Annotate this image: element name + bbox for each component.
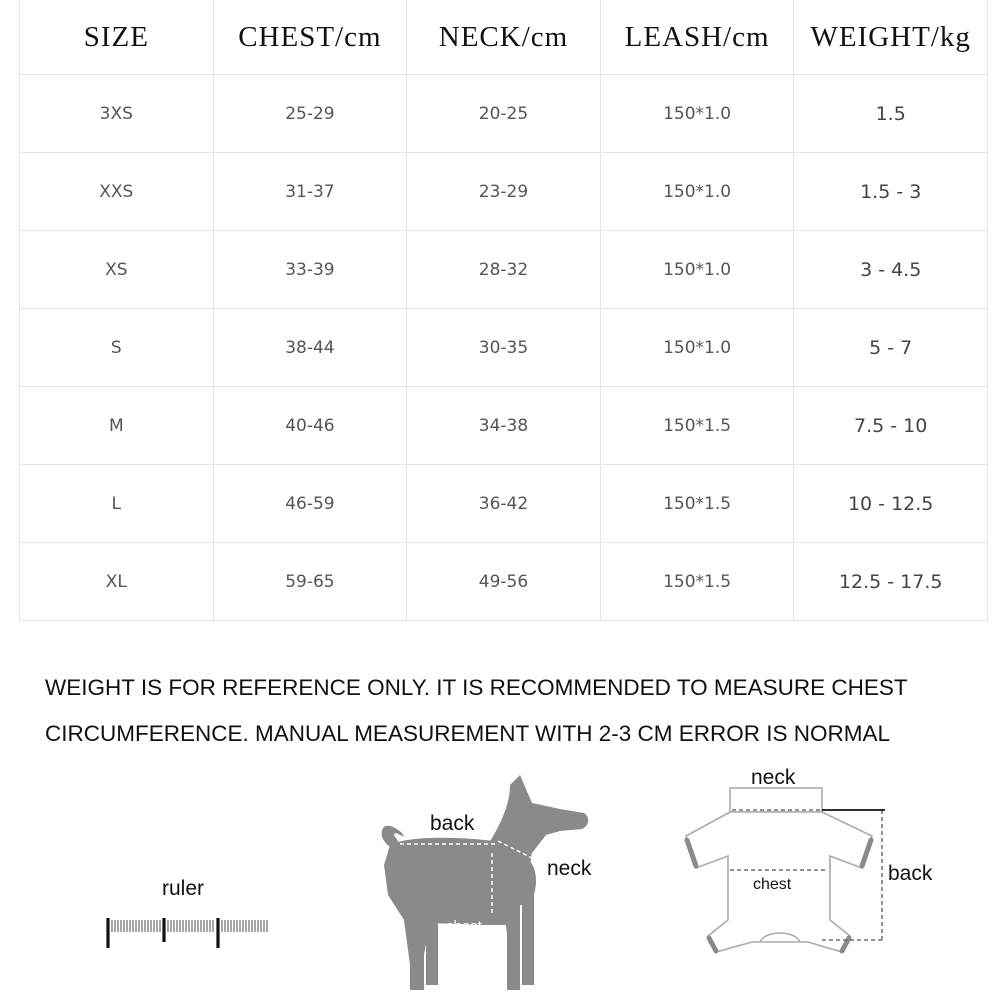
garment-chest-label: chest — [753, 876, 792, 893]
cell-chest: 40-46 — [213, 387, 407, 465]
cell-leash: 150*1.0 — [600, 75, 794, 153]
cell-weight: 12.5 - 17.5 — [794, 543, 988, 621]
reference-note-line-1: WEIGHT IS FOR REFERENCE ONLY. IT IS RECOMMENDED TO MEASURE CHEST — [45, 675, 908, 700]
table-row — [20, 309, 988, 387]
cell-leash: 150*1.5 — [600, 543, 794, 621]
table-row — [20, 75, 988, 153]
header-leash: LEASH/cm — [600, 0, 794, 75]
size-chart-table — [19, 0, 988, 621]
header-chest: CHEST/cm — [213, 0, 407, 75]
cell-leash: 150*1.5 — [600, 465, 794, 543]
cell-weight: 5 - 7 — [794, 309, 988, 387]
table-row — [20, 465, 988, 543]
ruler-label: ruler — [162, 877, 205, 900]
table-header-row — [20, 0, 988, 75]
reference-note-line-2: CIRCUMFERENCE. MANUAL MEASUREMENT WITH 2-3 CM ERROR IS NORMAL — [45, 721, 891, 746]
cell-weight: 3 - 4.5 — [794, 231, 988, 309]
table-row — [20, 153, 988, 231]
cell-chest: 46-59 — [213, 465, 407, 543]
dog-chest-label: chest — [446, 918, 482, 935]
cell-leash: 150*1.5 — [600, 387, 794, 465]
cell-weight: 10 - 12.5 — [794, 465, 988, 543]
garment-back-label: back — [888, 862, 933, 885]
cell-leash: 150*1.0 — [600, 231, 794, 309]
cell-size: XL — [20, 543, 214, 621]
cell-chest: 33-39 — [213, 231, 407, 309]
cell-leash: 150*1.0 — [600, 309, 794, 387]
cell-neck: 49-56 — [407, 543, 601, 621]
cell-neck: 28-32 — [407, 231, 601, 309]
cell-chest: 59-65 — [213, 543, 407, 621]
header-weight: WEIGHT/kg — [794, 0, 988, 75]
cell-size: L — [20, 465, 214, 543]
cell-neck: 30-35 — [407, 309, 601, 387]
garment-neck-label: neck — [751, 766, 796, 789]
cell-weight: 1.5 — [794, 75, 988, 153]
dog-neck-label: neck — [547, 857, 592, 880]
cell-size: XXS — [20, 153, 214, 231]
table-row — [20, 387, 988, 465]
header-neck: NECK/cm — [407, 0, 601, 75]
cell-size: XS — [20, 231, 214, 309]
table-row — [20, 543, 988, 621]
garment-outline-icon — [680, 780, 890, 960]
ruler-icon — [100, 910, 275, 952]
cell-neck: 36-42 — [407, 465, 601, 543]
table-row — [20, 231, 988, 309]
cell-size: M — [20, 387, 214, 465]
cell-neck: 20-25 — [407, 75, 601, 153]
header-size: SIZE — [20, 0, 214, 75]
cell-neck: 34-38 — [407, 387, 601, 465]
dog-back-label: back — [430, 812, 475, 835]
cell-size: S — [20, 309, 214, 387]
cell-neck: 23-29 — [407, 153, 601, 231]
cell-chest: 25-29 — [213, 75, 407, 153]
cell-size: 3XS — [20, 75, 214, 153]
cell-leash: 150*1.0 — [600, 153, 794, 231]
cell-chest: 38-44 — [213, 309, 407, 387]
cell-chest: 31-37 — [213, 153, 407, 231]
dog-silhouette-icon — [370, 775, 600, 1000]
cell-weight: 7.5 - 10 — [794, 387, 988, 465]
cell-weight: 1.5 - 3 — [794, 153, 988, 231]
